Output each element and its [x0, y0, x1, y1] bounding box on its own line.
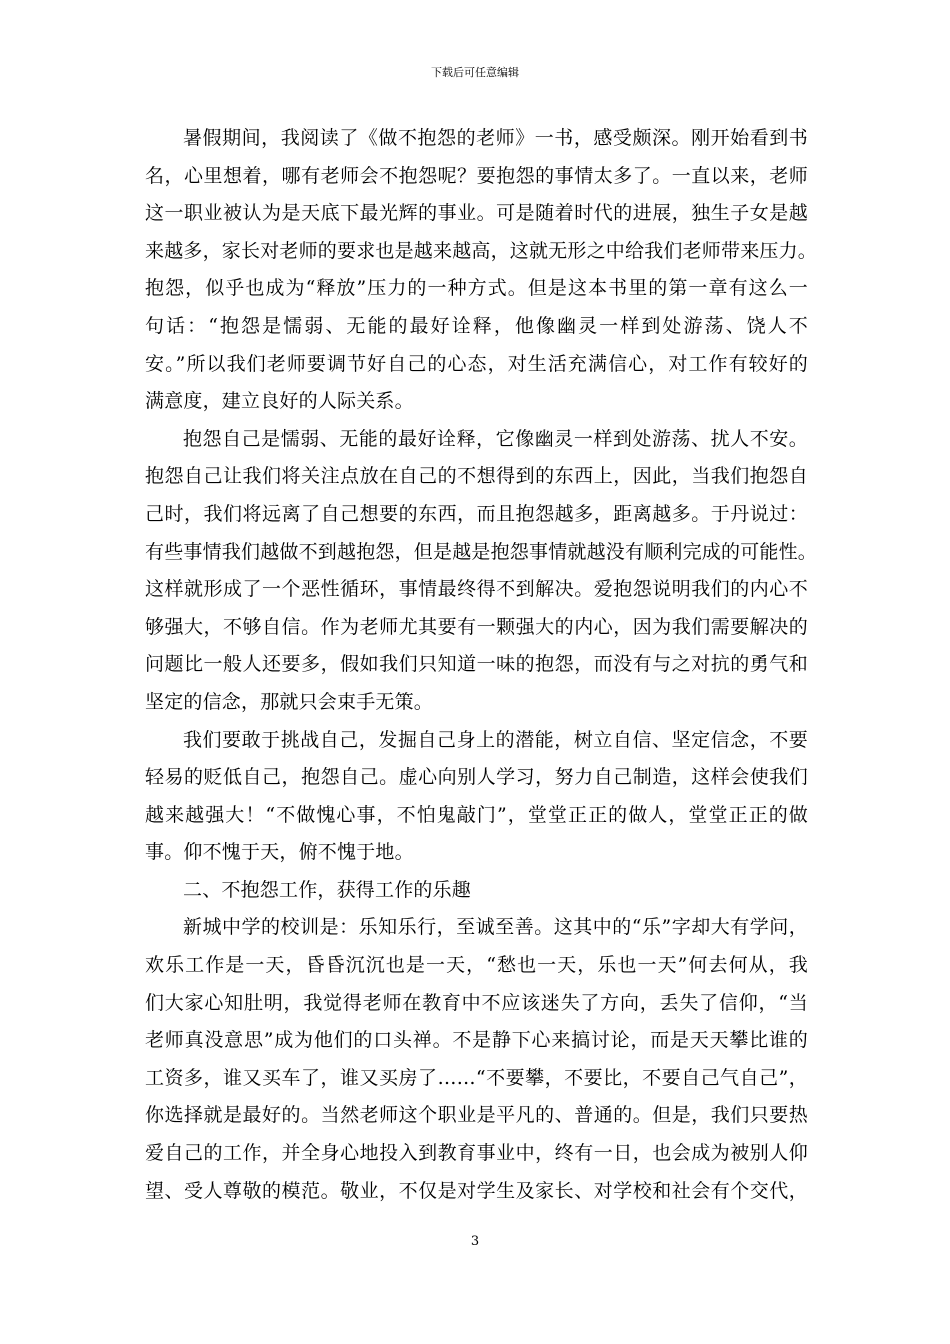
- text-line: 欢乐工作是一天，昏昏沉沉也是一天，“愁也一天，乐也一天”何去何从，我: [145, 954, 808, 977]
- text-line: 你选择就是最好的。当然老师这个职业是平凡的、普通的。但是，我们只要热: [145, 1104, 808, 1127]
- text-line: 满意度，建立良好的人际关系。: [145, 390, 414, 413]
- text-line: 事。仰不愧于天，俯不愧于地。: [145, 841, 414, 864]
- text-line: 有些事情我们越做不到越抱怨，但是越是抱怨事情就越没有顺利完成的可能性。: [145, 540, 818, 563]
- text-line: 这样就形成了一个恶性循环，事情最终得不到解决。爱抱怨说明我们的内心不: [145, 578, 808, 601]
- text-line: 抱怨自己让我们将关注点放在自己的不想得到的东西上，因此，当我们抱怨自: [145, 465, 808, 488]
- text-line: 名，心里想着，哪有老师会不抱怨呢？要抱怨的事情太多了。一直以来，老师: [145, 164, 808, 187]
- text-line: 越来越强大！“不做愧心事，不怕鬼敲门”，堂堂正正的做人，堂堂正正的做: [145, 803, 808, 826]
- text-line: 这一职业被认为是天底下最光辉的事业。可是随着时代的进展，独生子女是越: [145, 202, 808, 225]
- document-body: [145, 120, 818, 1210]
- text-line: 抱怨，似乎也成为“释放”压力的一种方式。但是这本书里的第一章有这么一: [145, 277, 808, 300]
- text-line: 新城中学的校训是：乐知乐行，至诚至善。这其中的“乐”字却大有学问，: [183, 916, 808, 939]
- text-line: 够强大，不够自信。作为老师尤其要有一颗强大的内心，因为我们需要解决的: [145, 615, 808, 638]
- text-line: 己时，我们将远离了自己想要的东西，而且抱怨越多，距离越多。于丹说过：: [145, 502, 808, 525]
- text-line: 们大家心知肚明，我觉得老师在教育中不应该迷失了方向，丢失了信仰，“当: [145, 991, 808, 1014]
- text-line: 来越多，家长对老师的要求也是越来越高，这就无形之中给我们老师带来压力。: [145, 239, 818, 262]
- text-line: 抱怨自己是懦弱、无能的最好诠释，它像幽灵一样到处游荡、扰人不安。: [183, 427, 808, 450]
- text-line: 老师真没意思”成为他们的口头禅。不是静下心来搞讨论，而是天天攀比谁的: [145, 1029, 808, 1052]
- text-line: 爱自己的工作，并全身心地投入到教育事业中，终有一日，也会成为被别人仰: [145, 1142, 808, 1165]
- text-line: 安。”所以我们老师要调节好自己的心态，对生活充满信心，对工作有较好的: [145, 352, 808, 375]
- text-line: 坚定的信念，那就只会束手无策。: [145, 690, 434, 713]
- text-line: 暑假期间，我阅读了《做不抱怨的老师》一书，感受颇深。刚开始看到书: [183, 127, 808, 149]
- page-header: 下载后可任意编辑: [431, 66, 519, 79]
- text-line: 工资多，谁又买车了，谁又买房了……“不要攀，不要比，不要自己气自己”，: [145, 1066, 808, 1089]
- page-number: 3: [470, 1234, 480, 1249]
- text-line: 我们要敢于挑战自己，发掘自己身上的潜能，树立自信、坚定信念，不要: [183, 728, 808, 751]
- text-line: 句话：“抱怨是懦弱、无能的最好诠释，他像幽灵一样到处游荡、饶人不: [145, 314, 808, 337]
- text-line: 望、受人尊敬的模范。敬业，不仅是对学生及家长、对学校和社会有个交代，: [145, 1179, 808, 1202]
- text-line: 问题比一般人还要多，假如我们只知道一味的抱怨，而没有与之对抗的勇气和: [145, 653, 808, 676]
- text-line: 二、不抱怨工作，获得工作的乐趣: [183, 878, 472, 901]
- text-line: 轻易的贬低自己，抱怨自己。虚心向别人学习，努力自己制造，这样会使我们: [145, 766, 808, 789]
